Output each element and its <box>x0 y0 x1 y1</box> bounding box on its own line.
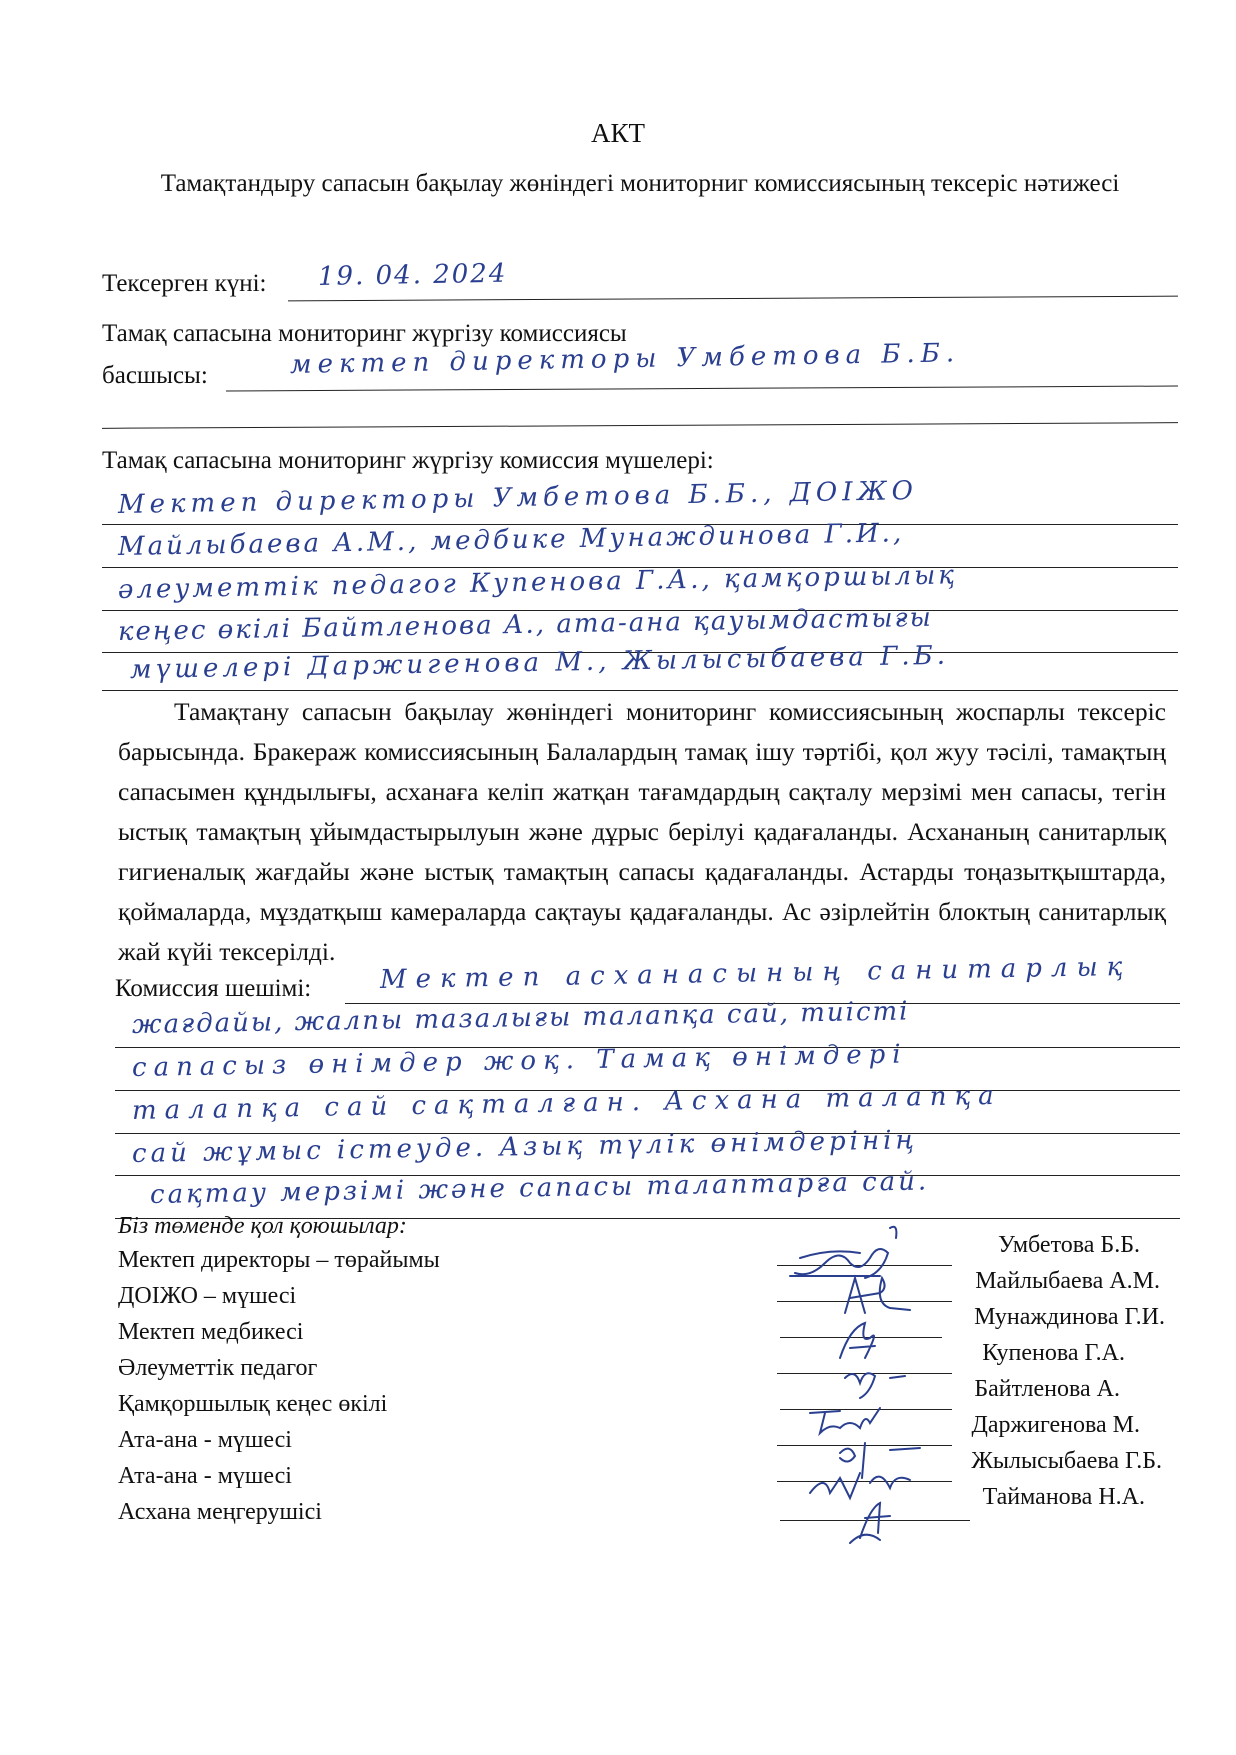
signer-name: Даржигенова М. <box>971 1412 1140 1438</box>
decision-line: сапасыз өнімдер жоқ. Тамақ өнімдері <box>131 1039 908 1083</box>
check-date-value: 19. 04. 2024 <box>317 258 508 292</box>
signer-name: Умбетова Б.Б. <box>997 1232 1140 1258</box>
signer-name: Купенова Г.А. <box>982 1340 1125 1366</box>
decision-line: сақтау мерзімі және сапасы талаптарға сай. <box>149 1166 930 1210</box>
document-title: АКТ <box>591 118 645 148</box>
chairman-label-line1: Тамақ сапасына мониторинг жүргізу комиссиясы <box>102 320 627 347</box>
members-line: Мектеп директоры Умбетова Б.Б., ДОІЖО <box>117 476 919 520</box>
decision-line: Мектеп асханасының санитарлық <box>379 951 1132 995</box>
signer-name: Байтленова А. <box>974 1376 1120 1402</box>
signature-baitlenova <box>810 1408 880 1433</box>
signer-name: Тайманова Н.А. <box>982 1484 1145 1510</box>
signer-role: Ата-ана - мүшесі <box>118 1463 292 1489</box>
signer-role: ДОІЖО – мүшесі <box>118 1283 297 1309</box>
signatures-heading: Біз төменде қол қоюшылар: <box>118 1213 407 1239</box>
signature-darzhigenova <box>840 1443 920 1478</box>
signer-name: Мунаждинова Г.И. <box>974 1304 1165 1330</box>
signer-role: Қамқоршылық кеңес өкілі <box>118 1391 388 1417</box>
signature-umbetova <box>790 1227 896 1278</box>
chairman-value: мектеп директоры Умбетова Б.Б. <box>289 338 961 380</box>
check-date-label: Тексерген күні: <box>102 270 267 297</box>
members-label: Тамақ сапасына мониторинг жүргізу комиссия мүшелері: <box>102 447 714 474</box>
signer-role: Мектеп директоры – төрайымы <box>118 1247 440 1273</box>
signer-role: Асхана меңгерушісі <box>118 1499 322 1525</box>
members-line: мүшелері Даржигенова М., Жылысыбаева Г.Б. <box>129 640 950 685</box>
document-subtitle: Тамақтандыру сапасын бақылау жөніндегі мониторниг комиссиясының тексеріс нәтижесі <box>160 170 1120 197</box>
members-line: әлеуметтік педагог Купенова Г.А., қамқоршылық <box>117 560 958 605</box>
members-line: кеңес өкілі Байтленова А., ата-ана қауымдастығы <box>117 602 934 647</box>
signer-name: Майлыбаева А.М. <box>975 1268 1160 1294</box>
body-paragraph: Тамақтану сапасын бақылау жөніндегі мониторинг комиссиясының жоспарлы тексеріс барысында. Бракераж комиссиясының Балалардың тамақ ішу тәртібі, қол жуу тәсілі, тамақтың сапасымен құндылығы, асханаға келіп жатқан тағамдардың сақталу мерзімі мен сапасы, тегін ыстық тамақтың ұйымдастырылуын және дұрыс берілуі қадағаланды. Асхананың санитарлық гигиеналық жағдайы және ыстық тамақтың сапасы қадағаланды. Астарды тоңазытқыштарда, қоймаларда, мұздатқыш камераларда сақтауы қадағаланды. Ас әзірлейтін блоктың санитарлық жай күйі тексерілді. <box>118 697 1166 966</box>
signature-taimanova <box>850 1503 890 1543</box>
signature-mailybaeva <box>845 1278 910 1313</box>
signer-role: Ата-ана - мүшесі <box>118 1427 292 1453</box>
signature-zhylysybaeva <box>810 1473 910 1498</box>
chairman-label-line2: басшысы: <box>102 362 208 389</box>
chairman-extra-line <box>102 422 1178 429</box>
signature-kupenova <box>845 1373 905 1398</box>
members-line-rule <box>102 690 1178 691</box>
signer-role: Мектеп медбикесі <box>118 1319 304 1345</box>
decision-line: талапқа сай сақталған. Асхана талапқа <box>131 1080 1002 1126</box>
signer-name: Жылысыбаева Г.Б. <box>971 1448 1162 1474</box>
decision-label: Комиссия шешімі: <box>115 975 312 1002</box>
members-line: Майлыбаева А.М., медбике Мунаждинова Г.И., <box>117 518 905 562</box>
check-date-underline <box>288 296 1178 302</box>
signer-role: Әлеуметтік педагог <box>118 1355 318 1381</box>
chairman-underline <box>226 386 1178 392</box>
signature-munazhdinova <box>840 1323 875 1358</box>
decision-line: жағдайы, жалпы тазалығы талапқа сай, тиісті <box>131 996 910 1040</box>
decision-line: сай жұмыс істеуде. Азық түлік өнімдерінің <box>131 1125 919 1169</box>
